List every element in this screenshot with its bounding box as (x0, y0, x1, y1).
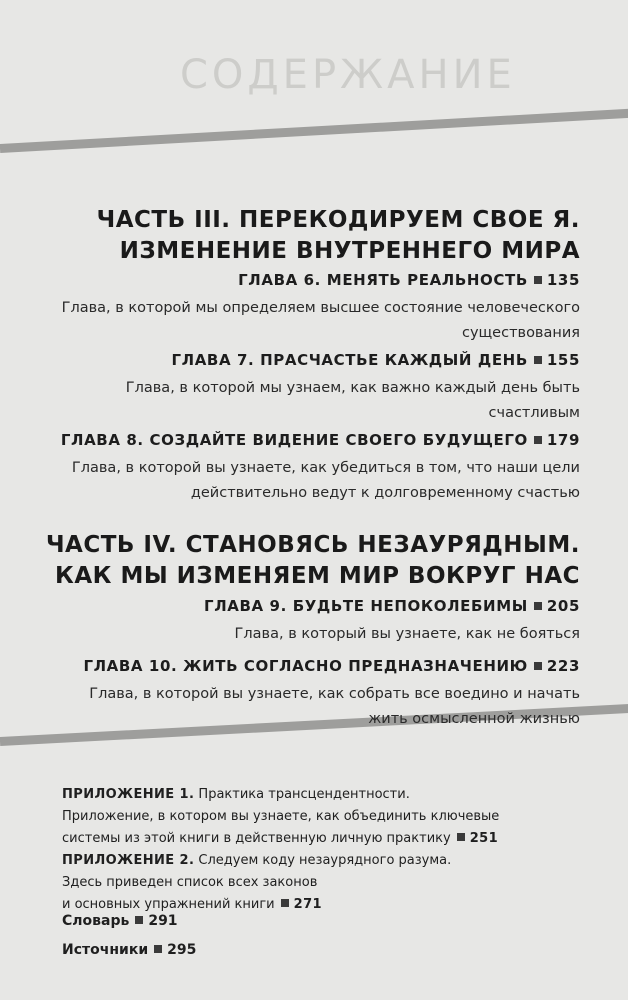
appendix-2-line-2: и основных упражнений книги (62, 897, 275, 912)
chapter-7-entry[interactable] (171, 351, 580, 369)
part-3-heading (97, 205, 580, 267)
chapter-8-entry[interactable] (61, 431, 580, 449)
glossary-page: 291 (148, 913, 178, 929)
chapter-10-page: 223 (546, 657, 580, 675)
appendix-1-page: 251 (469, 831, 499, 846)
appendix-2-entry[interactable] (62, 850, 451, 916)
chapter-7-desc-line-2: счастливым (488, 405, 580, 421)
chapter-9-description (235, 622, 580, 647)
bullet-square-icon (534, 356, 542, 364)
chapter-9-page: 205 (546, 597, 580, 615)
chapter-6-entry[interactable] (238, 271, 580, 289)
sources-label: Источники (62, 942, 149, 958)
chapter-8-description (72, 456, 580, 506)
bullet-square-icon (135, 916, 143, 924)
chapter-8-title: ГЛАВА 8. СОЗДАЙТЕ ВИДЕНИЕ СВОЕГО БУДУЩЕГО (60, 431, 528, 449)
bullet-square-icon (534, 436, 542, 444)
part-4-line-1: ЧАСТЬ IV. СТАНОВЯСЬ НЕЗАУРЯДНЫМ. (45, 532, 580, 558)
appendix-2-line-1: Здесь приведен список всех законов (62, 875, 318, 890)
appendix-2-title: Следуем коду незаурядного разума. (198, 853, 452, 868)
part-4-heading (46, 530, 580, 592)
chapter-6-description (62, 296, 580, 346)
chapter-6-title: ГЛАВА 6. МЕНЯТЬ РЕАЛЬНОСТЬ (238, 271, 528, 289)
sources-entry[interactable] (62, 942, 196, 958)
appendix-1-entry[interactable] (62, 784, 499, 850)
chapter-10-desc-line-2: жить осмысленной жизнью (368, 711, 580, 727)
chapter-10-title: ГЛАВА 10. ЖИТЬ СОГЛАСНО ПРЕДНАЗНАЧЕНИЮ (83, 657, 528, 675)
appendix-1-line-1: Приложение, в котором вы узнаете, как объединить ключевые (62, 809, 500, 824)
glossary-entry[interactable] (62, 913, 178, 929)
chapter-8-page: 179 (546, 431, 580, 449)
appendix-2-page: 271 (293, 897, 322, 912)
chapter-8-desc-line-2: действительно ведут к долговременному счастью (190, 485, 580, 501)
chapter-7-description (126, 376, 580, 426)
chapter-6-desc-line-1: Глава, в которой мы определяем высшее состояние человеческого (61, 300, 580, 316)
bullet-square-icon (457, 833, 465, 841)
chapter-6-page: 135 (546, 271, 580, 289)
appendix-1-line-2: системы из этой книги в действенную личную практику (62, 831, 451, 846)
chapter-6-desc-line-2: существования (461, 325, 580, 341)
glossary-label: Словарь (62, 913, 130, 929)
part-3-line-2: ИЗМЕНЕНИЕ ВНУТРЕННЕГО МИРА (119, 238, 580, 264)
bullet-square-icon (154, 945, 162, 953)
chapter-10-description (89, 682, 580, 732)
chapter-10-entry[interactable] (83, 657, 580, 675)
top-divider-band (0, 107, 628, 153)
chapter-7-desc-line-1: Глава, в которой мы узнаем, как важно каждый день быть (125, 380, 580, 396)
sources-page: 295 (167, 942, 197, 958)
part-4-line-2: КАК МЫ ИЗМЕНЯЕМ МИР ВОКРУГ НАС (55, 563, 580, 589)
appendix-2-label: ПРИЛОЖЕНИЕ 2. (62, 853, 195, 868)
chapter-9-desc-line-1: Глава, в который вы узнаете, как не бояться (234, 626, 580, 642)
chapter-7-title: ГЛАВА 7. ПРАСЧАСТЬЕ КАЖДЫЙ ДЕНЬ (171, 351, 528, 369)
chapter-10-desc-line-1: Глава, в которой вы узнаете, как собрать все воедино и начать (89, 686, 580, 702)
bullet-square-icon (534, 602, 542, 610)
part-3-line-1: ЧАСТЬ III. ПЕРЕКОДИРУЕМ СВОЕ Я. (96, 207, 580, 233)
chapter-8-desc-line-1: Глава, в которой вы узнаете, как убедиться в том, что наши цели (71, 460, 580, 476)
appendix-1-label: ПРИЛОЖЕНИЕ 1. (62, 787, 195, 802)
bullet-square-icon (534, 662, 542, 670)
show-through-title: СОДЕРЖАНИЕ (180, 52, 516, 98)
chapter-9-entry[interactable] (204, 597, 580, 615)
chapter-7-page: 155 (546, 351, 580, 369)
appendix-1-title: Практика трансцендентности. (198, 787, 410, 802)
bullet-square-icon (534, 276, 542, 284)
chapter-9-title: ГЛАВА 9. БУДЬТЕ НЕПОКОЛЕБИМЫ (204, 597, 528, 615)
bullet-square-icon (281, 899, 289, 907)
